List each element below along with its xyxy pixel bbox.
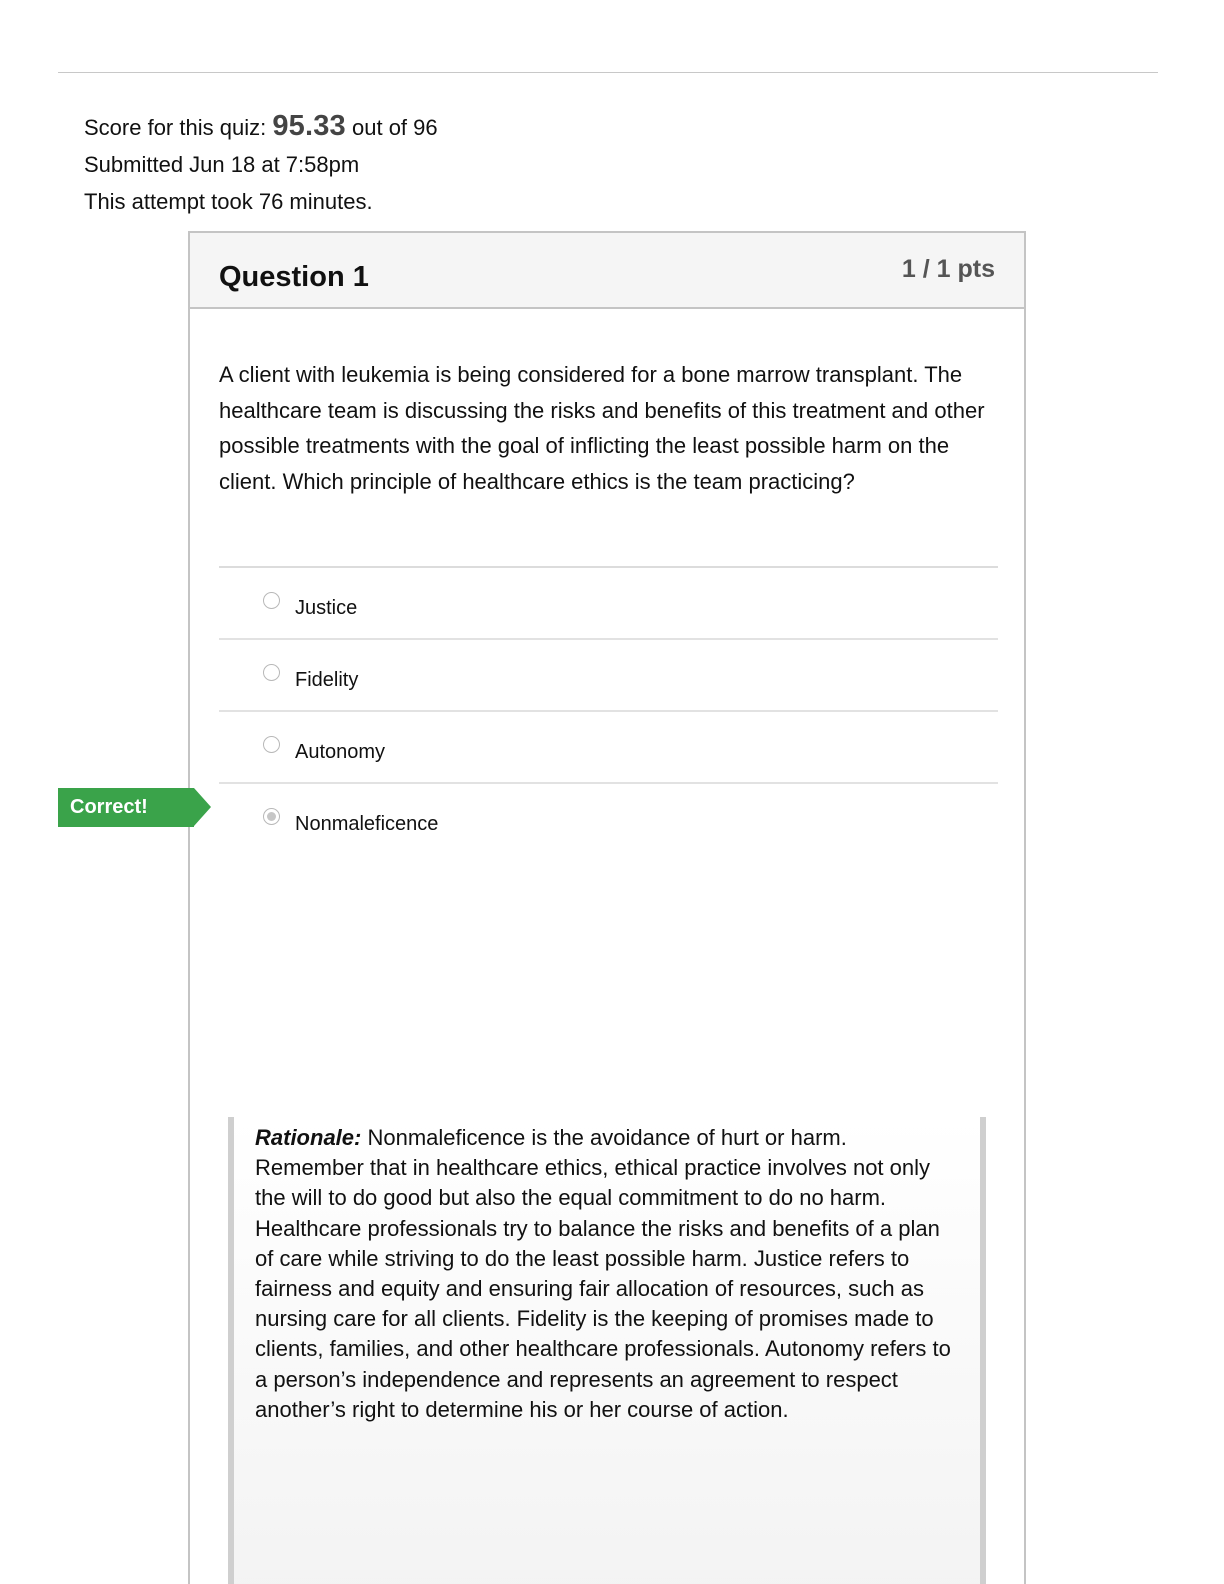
radio-button-checked-icon[interactable] — [263, 808, 280, 825]
answer-option[interactable] — [219, 568, 998, 640]
correct-answer-flag: Correct! — [58, 788, 194, 827]
top-divider — [58, 72, 1158, 73]
question-header — [190, 233, 1024, 309]
radio-button-icon[interactable] — [263, 736, 280, 753]
radio-button-icon[interactable] — [263, 592, 280, 609]
question-title: Question 1 — [219, 261, 369, 293]
duration-line: This attempt took 76 minutes. — [84, 189, 373, 214]
question-points: 1 / 1 pts — [901, 255, 995, 283]
answer-option-selected[interactable] — [219, 784, 998, 854]
question-text: A client with leukemia is being considered for a bone marrow transplant. The healthcare team is discussing the risks and benefits of this treatment and other possible treatments with the goal of inflicting the least possible harm on the client. Which principle of healthcare ethics is the team practicing? — [219, 362, 985, 494]
answer-label: Autonomy — [295, 741, 386, 763]
answer-option[interactable] — [219, 712, 998, 784]
score-value: 95.33 — [272, 110, 346, 142]
radio-button-icon[interactable] — [263, 664, 280, 681]
rationale-body: Nonmaleficence is the avoidance of hurt or harm. Remember that in healthcare ethics, ethical practice involves not only the will to do good but also the equal commitment to do no harm. Healthcare professionals try to balance the risks and benefits of a plan of care while striving to do the least possible harm. Justice refers to fairness and equity and ensuring fair allocation of resources, such as nursing care for all clients. Fidelity is the keeping of promises made to clients, families, and other healthcare professionals. Autonomy refers to a person’s independence and represents an agreement to respect another’s right to determine his or her course of action. — [255, 1125, 951, 1422]
rationale-box — [228, 1117, 986, 1584]
score-prefix: Score for this quiz: — [84, 115, 273, 140]
answer-list — [219, 566, 998, 854]
rationale-heading: Rationale: — [255, 1125, 362, 1150]
score-suffix: out of 96 — [345, 115, 438, 140]
answer-label: Fidelity — [295, 669, 359, 691]
rationale-text — [255, 1123, 955, 1425]
submitted-line: Submitted Jun 18 at 7:58pm — [84, 152, 360, 177]
score-line — [84, 108, 438, 146]
answer-label: Nonmaleficence — [295, 813, 439, 835]
quiz-summary — [84, 108, 438, 220]
answer-option[interactable] — [219, 640, 998, 712]
answer-label: Justice — [295, 597, 358, 619]
